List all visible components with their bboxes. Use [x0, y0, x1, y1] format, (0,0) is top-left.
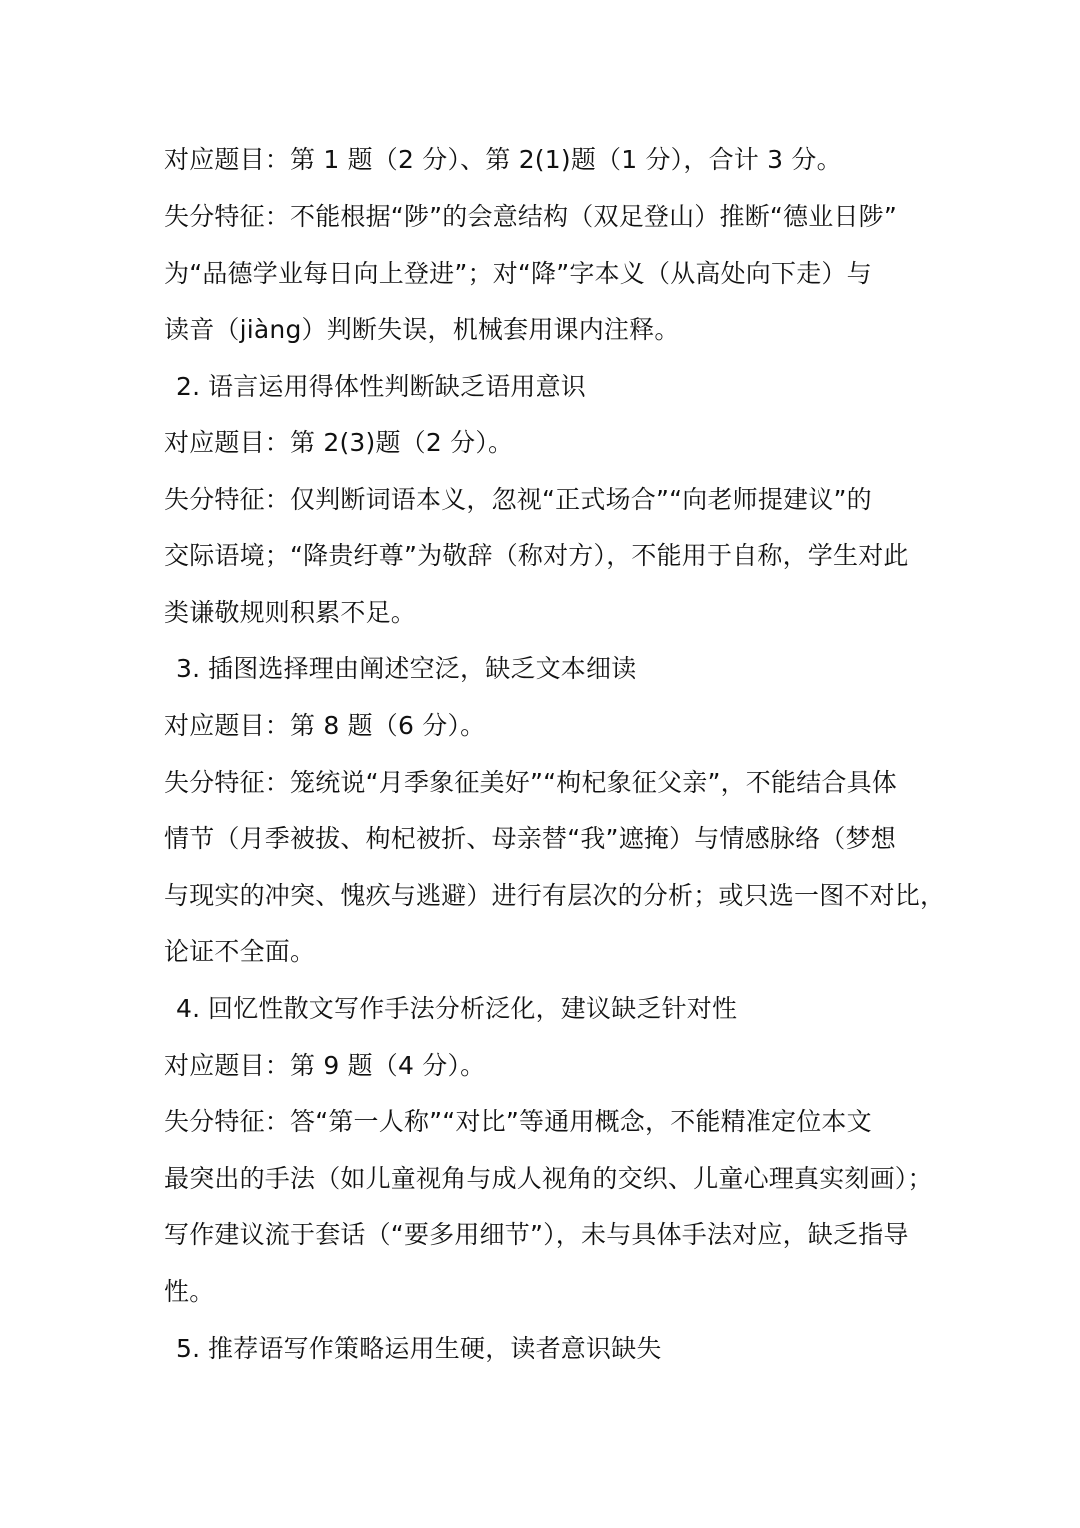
text-line: 失分特征：笼统说“月季象征美好”“枸杞象征父亲”，不能结合具体: [164, 768, 898, 797]
section-title: 插图选择理由阐述空泛，缺乏文本细读: [208, 654, 637, 683]
text-line: 对应题目：第 2(3)题（2 分）。: [164, 428, 514, 457]
text-line: 读音（jiàng）判断失误，机械套用课内注释。: [164, 315, 680, 344]
text-line: 最突出的手法（如儿童视角与成人视角的交织、儿童心理真实刻画）；: [164, 1164, 933, 1193]
section-heading: [176, 652, 946, 686]
text-line: 类谦敬规则积累不足。: [164, 598, 417, 627]
section-title: 回忆性散文写作手法分析泛化，建议缺乏针对性: [208, 994, 738, 1023]
text-line: 失分特征：仅判断词语本义，忽视“正式场合”“向老师提建议”的: [164, 485, 872, 514]
section-number: 3.: [176, 654, 201, 683]
section-number: 2.: [176, 372, 201, 401]
text-line: 失分特征：答“第一人称”“对比”等通用概念，不能精准定位本文: [164, 1107, 872, 1136]
text-line: 对应题目：第 8 题（6 分）。: [164, 711, 486, 740]
text-line: 交际语境；“降贵纡尊”为敬辞（称对方），不能用于自称，学生对此: [164, 541, 909, 570]
section-number: 4.: [176, 994, 201, 1023]
section-heading: [176, 370, 946, 404]
text-line: 对应题目：第 1 题（2 分）、第 2(1)题（1 分），合计 3 分。: [164, 145, 842, 174]
text-line: 情节（月季被拔、枸杞被折、母亲替“我”遮掩）与情感脉络（梦想: [164, 824, 896, 853]
section-heading: [176, 992, 946, 1026]
text-line: 对应题目：第 9 题（4 分）。: [164, 1051, 486, 1080]
section-heading: [176, 1332, 946, 1366]
text-line: 写作建议流于套话（“要多用细节”），未与具体手法对应，缺乏指导: [164, 1220, 909, 1249]
text-line: 论证不全面。: [164, 937, 316, 966]
section-title: 语言运用得体性判断缺乏语用意识: [208, 372, 587, 401]
section-number: 5.: [176, 1334, 201, 1363]
text-line: 为“品德学业每日向上登进”；对“降”字本义（从高处向下走）与: [164, 259, 872, 288]
text-line: 性。: [164, 1277, 215, 1306]
section-title: 推荐语写作策略运用生硬，读者意识缺失: [208, 1334, 662, 1363]
text-line: 与现实的冲突、愧疚与逃避）进行有层次的分析；或只选一图不对比，: [164, 881, 946, 910]
text-line: 失分特征：不能根据“陟”的会意结构（双足登山）推断“德业日陟”: [164, 202, 898, 231]
